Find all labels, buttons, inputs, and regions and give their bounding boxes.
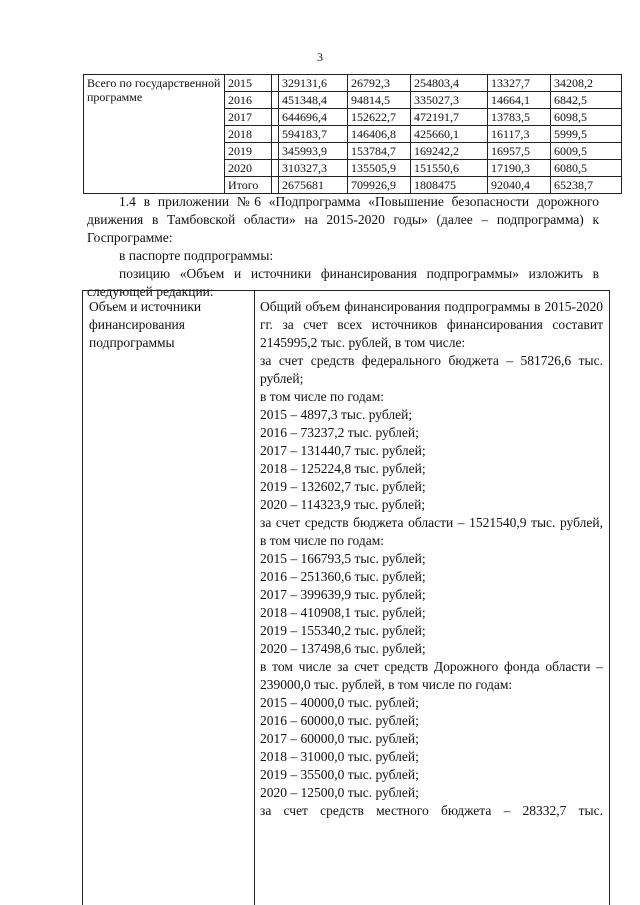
year-cell: 2019 bbox=[225, 143, 272, 160]
year-cell: 2017 bbox=[225, 109, 272, 126]
value-cell: 92040,4 bbox=[488, 177, 551, 194]
value-cell: 709926,9 bbox=[348, 177, 411, 194]
empty-cell bbox=[272, 143, 279, 160]
value-cell: 13327,7 bbox=[488, 75, 551, 92]
road-fund-text: в том числе за счет средств Дорожного фонда области – 239000,0 тыс. рублей, в том числе по годам: bbox=[260, 659, 603, 692]
regional-by-year-list bbox=[260, 550, 603, 658]
value-cell: 151550,6 bbox=[411, 160, 488, 177]
value-cell: 14664,1 bbox=[488, 92, 551, 109]
federal-by-year-list bbox=[260, 406, 603, 514]
regional-budget-text: за счет средств бюджета области – 1521540,9 тыс. рублей, в том числе по годам: bbox=[260, 515, 603, 548]
year-amount-line: 2016 – 251360,6 тыс. рублей; bbox=[260, 569, 426, 584]
passport-table bbox=[82, 290, 610, 905]
year-amount-line: 2017 – 131440,7 тыс. рублей; bbox=[260, 443, 426, 458]
passport-right-content bbox=[255, 291, 609, 820]
empty-cell bbox=[272, 75, 279, 92]
value-cell: 17190,3 bbox=[488, 160, 551, 177]
value-cell: 169242,2 bbox=[411, 143, 488, 160]
year-amount-line: 2019 – 35500,0 тыс. рублей; bbox=[260, 767, 419, 782]
value-cell: 451348,4 bbox=[279, 92, 348, 109]
value-cell: 6098,5 bbox=[551, 109, 622, 126]
value-cell: 13783,5 bbox=[488, 109, 551, 126]
year-amount-line: 2020 – 137498,6 тыс. рублей; bbox=[260, 641, 426, 656]
year-cell: 2018 bbox=[225, 126, 272, 143]
year-amount-line: 2017 – 399639,9 тыс. рублей; bbox=[260, 587, 426, 602]
value-cell: 644696,4 bbox=[279, 109, 348, 126]
empty-cell bbox=[272, 177, 279, 194]
value-cell: 16957,5 bbox=[488, 143, 551, 160]
paragraph-position: позицию «Объем и источники финансирования подпрограммы» изложить в следующей редакции: bbox=[87, 266, 599, 299]
year-cell: 2015 bbox=[225, 75, 272, 92]
year-amount-line: 2019 – 132602,7 тыс. рублей; bbox=[260, 479, 426, 494]
table-row bbox=[84, 75, 622, 92]
value-cell: 310327,3 bbox=[279, 160, 348, 177]
value-cell: 65238,7 bbox=[551, 177, 622, 194]
year-cell: 2016 bbox=[225, 92, 272, 109]
value-cell: 472191,7 bbox=[411, 109, 488, 126]
table-row-label: Всего по государственной программе bbox=[84, 75, 225, 194]
value-cell: 6080,5 bbox=[551, 160, 622, 177]
year-amount-line: 2018 – 410908,1 тыс. рублей; bbox=[260, 605, 426, 620]
road-fund-by-year-list bbox=[260, 694, 603, 802]
local-budget-text: за счет средств местного бюджета – 28332,7 тыс. bbox=[260, 803, 603, 818]
year-amount-line: 2017 – 60000,0 тыс. рублей; bbox=[260, 731, 419, 746]
year-amount-line: 2019 – 155340,2 тыс. рублей; bbox=[260, 623, 426, 638]
passport-left-label: Объем и источники финансирования подпрограммы bbox=[83, 291, 255, 905]
value-cell: 594183,7 bbox=[279, 126, 348, 143]
paragraph-passport: в паспорте подпрограммы: bbox=[119, 248, 274, 263]
value-cell: 329131,6 bbox=[279, 75, 348, 92]
empty-cell bbox=[272, 160, 279, 177]
year-amount-line: 2015 – 166793,5 тыс. рублей; bbox=[260, 551, 426, 566]
paragraph-1-4: 1.4 в приложении №6 «Подпрограмма «Повышение безопасности дорожного движения в Тамбовской области» на 2015-2020 годы» (далее – подпрограмма) к Госпрограмме: bbox=[87, 194, 599, 245]
year-cell: Итого bbox=[225, 177, 272, 194]
year-amount-line: 2016 – 73237,2 тыс. рублей; bbox=[260, 425, 419, 440]
value-cell: 34208,2 bbox=[551, 75, 622, 92]
value-cell: 6009,5 bbox=[551, 143, 622, 160]
year-amount-line: 2018 – 31000,0 тыс. рублей; bbox=[260, 749, 419, 764]
empty-cell bbox=[272, 109, 279, 126]
federal-budget-text: за счет средств федерального бюджета – 581726,6 тыс. рублей; bbox=[260, 353, 603, 386]
value-cell: 1808475 bbox=[411, 177, 488, 194]
year-amount-line: 2015 – 4897,3 тыс. рублей; bbox=[260, 407, 413, 422]
value-cell: 153784,7 bbox=[348, 143, 411, 160]
value-cell: 254803,4 bbox=[411, 75, 488, 92]
value-cell: 94814,5 bbox=[348, 92, 411, 109]
value-cell: 146406,8 bbox=[348, 126, 411, 143]
empty-cell bbox=[272, 126, 279, 143]
value-cell: 16117,3 bbox=[488, 126, 551, 143]
value-cell: 2675681 bbox=[279, 177, 348, 194]
value-cell: 5999,5 bbox=[551, 126, 622, 143]
by-years-text: в том числе по годам: bbox=[260, 389, 385, 404]
value-cell: 6842,5 bbox=[551, 92, 622, 109]
value-cell: 26792,3 bbox=[348, 75, 411, 92]
year-amount-line: 2020 – 114323,9 тыс. рублей; bbox=[260, 497, 426, 512]
value-cell: 335027,3 bbox=[411, 92, 488, 109]
year-amount-line: 2015 – 40000,0 тыс. рублей; bbox=[260, 695, 419, 710]
value-cell: 425660,1 bbox=[411, 126, 488, 143]
value-cell: 152622,7 bbox=[348, 109, 411, 126]
funding-table bbox=[83, 74, 622, 194]
total-funding-text: Общий объем финансирования подпрограммы в 2015-2020 гг. за счет всех источников финансирования составит 2145995,2 тыс. рублей, в том числе: bbox=[260, 299, 603, 350]
year-amount-line: 2020 – 12500,0 тыс. рублей; bbox=[260, 785, 419, 800]
page-number: 3 bbox=[317, 50, 323, 64]
year-amount-line: 2016 – 60000,0 тыс. рублей; bbox=[260, 713, 419, 728]
year-cell: 2020 bbox=[225, 160, 272, 177]
value-cell: 135505,9 bbox=[348, 160, 411, 177]
value-cell: 345993,9 bbox=[279, 143, 348, 160]
empty-cell bbox=[272, 92, 279, 109]
year-amount-line: 2018 – 125224,8 тыс. рублей; bbox=[260, 461, 426, 476]
